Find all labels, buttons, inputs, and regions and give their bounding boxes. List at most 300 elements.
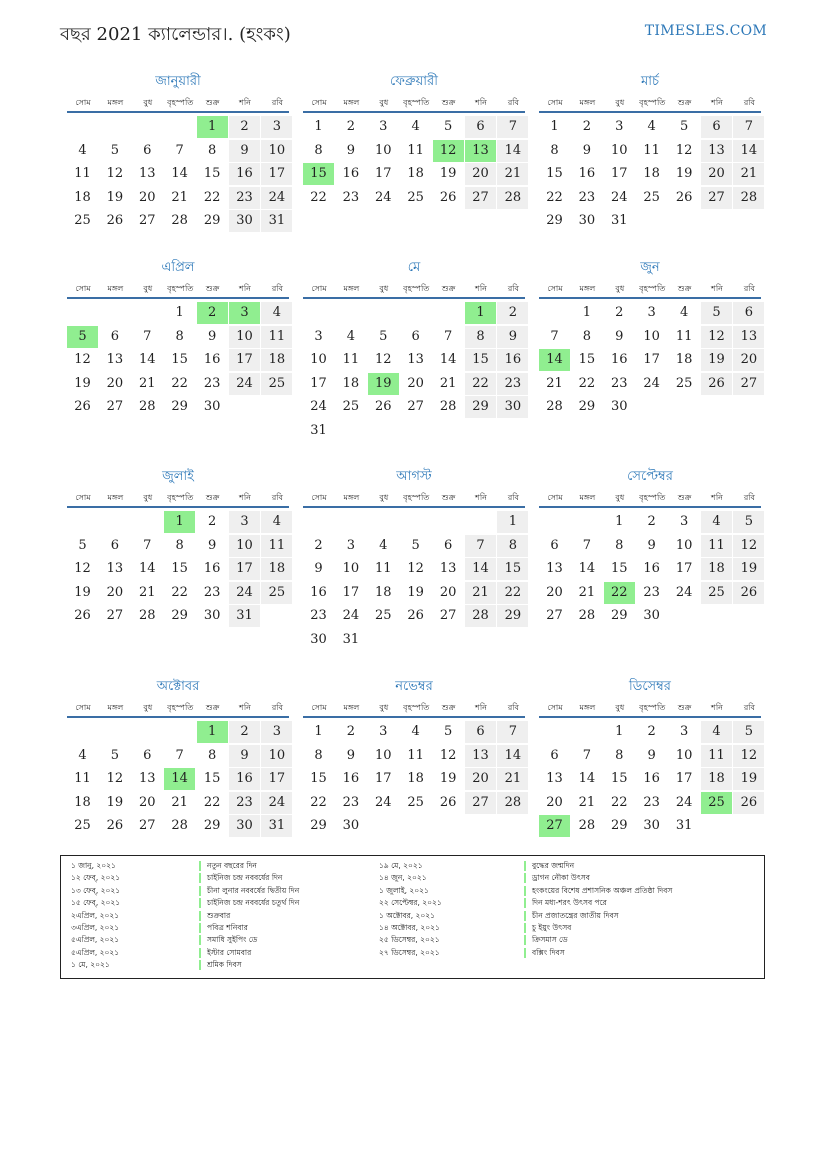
day-cell: 7 [582, 747, 592, 763]
day-cell: 11 [261, 326, 292, 348]
day-cell: 4 [411, 119, 420, 134]
weekday-header: শনি [239, 703, 251, 712]
day-cell: 13 [546, 771, 563, 786]
day-cell: 26 [74, 399, 91, 414]
day-cell: 16 [342, 166, 360, 181]
month-name: জুলাই [162, 469, 194, 484]
day-cell: 17 [643, 352, 660, 367]
brand-logo-text[interactable]: TIMESLES.COM [644, 23, 767, 39]
day-cell: 18 [643, 166, 660, 181]
day-cell: 30 [229, 210, 260, 232]
weekday-header: বুধ [379, 284, 389, 293]
weekday-header: বৃহস্পতি [167, 98, 194, 107]
day-cell: 16 [229, 163, 260, 185]
day-cell: 14 [139, 561, 156, 576]
weekday-header: শুক্র [205, 703, 220, 712]
legend-holiday-name: শ্রমিক দিবস [199, 960, 242, 970]
day-cell: 13 [106, 561, 124, 576]
day-cell: 1 [175, 305, 184, 320]
day-cell: 30 [578, 213, 596, 228]
day-cell: 31 [675, 818, 693, 833]
weekday-header: মঙ্গল [107, 703, 124, 712]
holiday-day-cell: 19 [368, 373, 399, 395]
day-cell: 21 [578, 584, 596, 600]
day-cell: 27 [465, 792, 496, 814]
day-cell: 13 [139, 771, 156, 786]
day-cell: 6 [110, 328, 120, 344]
weekday-header: রবি [271, 703, 283, 712]
weekday-header: বুধ [615, 703, 625, 712]
day-cell: 24 [342, 608, 360, 623]
day-cell: 13 [439, 561, 457, 576]
day-cell: 16 [643, 771, 660, 786]
day-cell: 3 [379, 724, 388, 739]
day-cell: 8 [175, 537, 184, 553]
month-name: নভেম্বর [395, 679, 433, 694]
day-cell: 23 [497, 373, 528, 395]
day-cell: 6 [550, 747, 559, 763]
legend-holiday-name: পবিত্র শনিবার [199, 923, 248, 933]
day-cell: 15 [465, 349, 496, 371]
day-cell: 21 [733, 163, 764, 185]
header-rule [67, 297, 289, 299]
day-cell: 1 [314, 724, 323, 739]
holiday-day-cell: 14 [164, 768, 195, 790]
weekday-header: সোম [311, 493, 327, 502]
header-rule [539, 506, 761, 508]
day-cell: 8 [582, 328, 592, 344]
day-cell: 17 [675, 771, 693, 786]
day-cell: 19 [74, 584, 91, 600]
day-cell: 10 [310, 352, 327, 367]
day-cell: 12 [74, 352, 91, 367]
day-cell: 4 [346, 328, 356, 344]
day-cell: 20 [701, 163, 732, 185]
day-cell: 21 [578, 794, 596, 810]
weekday-header: রবি [507, 493, 519, 502]
day-cell: 11 [375, 561, 392, 576]
day-cell: 15 [203, 771, 221, 786]
weekday-header: বৃহস্পতি [167, 493, 194, 502]
day-cell: 10 [261, 140, 292, 162]
day-cell: 12 [106, 771, 124, 786]
day-cell: 18 [261, 349, 292, 371]
day-cell: 23 [578, 189, 596, 205]
legend-date: ১২ ফেব্‌, ২০২১ [71, 873, 121, 883]
day-cell: 28 [497, 187, 528, 209]
day-cell: 21 [497, 768, 528, 790]
day-cell: 31 [229, 605, 260, 627]
day-cell: 27 [139, 818, 156, 833]
day-cell: 3 [679, 514, 689, 529]
day-cell: 9 [229, 140, 260, 162]
legend-holiday-name: বক্সিং দিবস [524, 948, 565, 958]
day-cell: 10 [342, 561, 360, 576]
day-cell: 13 [139, 166, 156, 181]
day-cell: 2 [346, 119, 356, 134]
day-cell: 9 [582, 142, 592, 158]
day-cell: 6 [143, 142, 152, 158]
weekday-header: বুধ [143, 703, 153, 712]
day-cell: 9 [207, 328, 217, 344]
header-rule [539, 297, 761, 299]
day-cell: 18 [701, 768, 732, 790]
day-cell: 19 [106, 189, 124, 205]
day-cell: 29 [611, 608, 628, 623]
day-cell: 13 [546, 561, 563, 576]
day-cell: 29 [546, 213, 563, 228]
legend-holiday-name: নতুন বছরের দিন [199, 861, 257, 871]
day-cell: 28 [171, 213, 188, 228]
day-cell: 5 [110, 142, 120, 158]
day-cell: 17 [375, 771, 392, 786]
day-cell: 25 [701, 582, 732, 604]
day-cell: 13 [465, 745, 496, 767]
day-cell: 27 [733, 373, 764, 395]
day-cell: 4 [701, 721, 732, 743]
day-cell: 25 [261, 373, 292, 395]
holiday-day-cell: 5 [67, 326, 98, 348]
weekday-header: বৃহস্পতি [639, 493, 666, 502]
day-cell: 18 [342, 375, 360, 391]
weekday-header: মঙ্গল [107, 284, 124, 293]
day-cell: 17 [261, 163, 292, 185]
day-cell: 5 [443, 724, 453, 739]
holiday-day-cell: 1 [465, 302, 496, 324]
month-name: জুন [640, 260, 660, 275]
day-cell: 8 [207, 142, 217, 158]
weekday-header: শনি [711, 284, 723, 293]
day-cell: 27 [465, 187, 496, 209]
month-name: মে [407, 260, 421, 275]
holiday-day-cell: 1 [197, 116, 228, 138]
day-cell: 3 [647, 305, 656, 320]
day-cell: 23 [229, 792, 260, 814]
weekday-header: সোম [547, 493, 563, 502]
day-cell: 31 [261, 815, 292, 837]
legend-date: ৫এপ্রিল, ২০২১ [71, 935, 120, 945]
day-cell: 9 [346, 142, 356, 158]
day-cell: 30 [643, 818, 660, 833]
day-cell: 3 [229, 511, 260, 533]
day-cell: 24 [643, 375, 660, 391]
weekday-header: বুধ [615, 493, 625, 502]
day-cell: 1 [615, 724, 624, 739]
legend-holiday-name: সমাধি সুইপিং ডে [199, 935, 257, 945]
page-title: বছর 2021 ক্যালেন্ডার।. (হংকং) [60, 24, 291, 45]
day-cell: 29 [203, 213, 221, 228]
day-cell: 22 [611, 794, 628, 810]
day-cell: 4 [379, 537, 388, 553]
day-cell: 26 [439, 794, 457, 810]
holiday-legend [60, 855, 765, 979]
day-cell: 25 [74, 213, 91, 228]
day-cell: 6 [443, 537, 453, 553]
day-cell: 10 [261, 745, 292, 767]
holiday-day-cell: 13 [465, 140, 496, 162]
day-cell: 13 [701, 140, 732, 162]
header-rule [67, 716, 289, 718]
day-cell: 8 [497, 535, 528, 557]
legend-date: ১৪ জুন, ২০২১ [379, 873, 427, 883]
day-cell: 10 [675, 747, 693, 763]
day-cell: 26 [733, 792, 764, 814]
day-cell: 22 [203, 794, 221, 810]
month-name: ডিসেম্বর [629, 679, 671, 694]
day-cell: 23 [611, 375, 628, 391]
day-cell: 26 [701, 373, 732, 395]
day-cell: 29 [611, 818, 628, 833]
day-cell: 10 [229, 535, 260, 557]
day-cell: 20 [439, 584, 457, 600]
weekday-header: শুক্র [677, 284, 692, 293]
day-cell: 5 [411, 537, 420, 553]
day-cell: 18 [261, 558, 292, 580]
day-cell: 3 [679, 724, 689, 739]
day-cell: 23 [310, 608, 327, 623]
day-cell: 4 [647, 119, 656, 134]
day-cell: 13 [733, 326, 764, 348]
day-cell: 10 [675, 537, 693, 553]
day-cell: 24 [310, 399, 327, 414]
day-cell: 6 [143, 747, 152, 763]
day-cell: 28 [171, 818, 188, 833]
day-cell: 26 [675, 189, 693, 205]
day-cell: 6 [550, 537, 559, 553]
day-cell: 9 [647, 747, 656, 763]
day-cell: 19 [439, 771, 457, 786]
day-cell: 9 [647, 537, 656, 553]
day-cell: 12 [407, 561, 424, 576]
weekday-header: রবি [743, 703, 755, 712]
day-cell: 31 [310, 422, 327, 438]
day-cell: 3 [379, 119, 388, 134]
day-cell: 18 [407, 166, 424, 181]
day-cell: 15 [310, 771, 327, 786]
day-cell: 11 [74, 771, 91, 786]
day-cell: 28 [497, 792, 528, 814]
legend-date: ২এপ্রিল, ২০২১ [71, 910, 120, 920]
day-cell: 24 [261, 187, 292, 209]
day-cell: 19 [733, 558, 764, 580]
day-cell: 8 [550, 142, 559, 158]
day-cell: 23 [203, 375, 221, 391]
day-cell: 25 [407, 189, 424, 205]
day-cell: 24 [261, 792, 292, 814]
header-rule [303, 506, 525, 508]
day-cell: 28 [439, 399, 457, 414]
day-cell: 3 [615, 119, 624, 134]
weekday-header: বুধ [143, 284, 153, 293]
weekday-header: শুক্র [441, 284, 456, 293]
day-cell: 4 [78, 142, 87, 158]
day-cell: 26 [74, 608, 91, 623]
day-cell: 3 [261, 721, 292, 743]
legend-date: ১৪ অক্টোবর, ২০২১ [379, 923, 440, 932]
day-cell: 14 [465, 558, 496, 580]
holiday-day-cell: 2 [197, 302, 228, 324]
weekday-header: সোম [75, 493, 91, 502]
day-cell: 8 [465, 326, 496, 348]
day-cell: 19 [439, 166, 457, 181]
day-cell: 12 [106, 166, 124, 181]
header-rule [303, 716, 525, 718]
day-cell: 20 [465, 163, 496, 185]
day-cell: 14 [139, 352, 156, 367]
day-cell: 5 [679, 119, 689, 134]
month-name: এপ্রিল [161, 260, 195, 275]
holiday-day-cell: 15 [303, 163, 334, 185]
day-cell: 9 [314, 561, 323, 576]
day-cell: 12 [439, 747, 457, 763]
weekday-header: রবি [271, 284, 283, 293]
day-cell: 27 [106, 608, 124, 623]
day-cell: 16 [203, 352, 221, 367]
weekday-header: শুক্র [205, 284, 220, 293]
day-cell: 25 [74, 818, 91, 833]
weekday-header: শনি [239, 98, 251, 107]
day-cell: 5 [701, 302, 732, 324]
weekday-header: মঙ্গল [343, 284, 360, 293]
day-cell: 14 [578, 771, 596, 786]
legend-date: ১ মে, ২০২১ [71, 960, 110, 970]
day-cell: 7 [465, 535, 496, 557]
day-cell: 2 [346, 724, 356, 739]
day-cell: 26 [375, 399, 392, 414]
day-cell: 8 [314, 747, 323, 763]
day-cell: 8 [314, 142, 323, 158]
legend-date: ৫এপ্রিল, ২০২১ [71, 947, 120, 957]
day-cell: 25 [407, 794, 424, 810]
weekday-header: শুক্র [205, 493, 220, 502]
day-cell: 11 [701, 535, 732, 557]
legend-holiday-name: দিন মধ্য-শরৎ উৎসব পরে [524, 898, 607, 908]
day-cell: 10 [375, 142, 392, 158]
holiday-day-cell: 1 [197, 721, 228, 743]
day-cell: 1 [497, 511, 528, 533]
day-cell: 10 [611, 142, 628, 158]
day-cell: 19 [675, 166, 693, 181]
day-cell: 17 [229, 558, 260, 580]
day-cell: 22 [310, 794, 327, 810]
day-cell: 27 [439, 608, 457, 623]
legend-date: ১৫ ফেব্‌, ২০২১ [71, 898, 121, 908]
legend-holiday-name: চাইনিজ চন্দ্র নববর্ষের দিন [199, 873, 282, 883]
weekday-header: বৃহস্পতি [639, 284, 666, 293]
legend-holiday-name: শুক্রবার [199, 911, 230, 921]
day-cell: 14 [171, 166, 188, 181]
day-cell: 30 [643, 608, 660, 623]
day-cell: 11 [407, 747, 424, 763]
day-cell: 27 [546, 608, 563, 623]
day-cell: 7 [143, 328, 152, 344]
legend-date: ১ জানু, ২০২১ [71, 861, 116, 870]
legend-holiday-name: চীনা লুনার নববর্ষের দ্বিতীয় দিন [199, 886, 299, 896]
day-cell: 3 [314, 328, 323, 344]
month-name: জানুয়ারী [155, 74, 201, 89]
day-cell: 22 [203, 189, 221, 205]
weekday-header: বৃহস্পতি [167, 284, 194, 293]
day-cell: 21 [546, 375, 563, 391]
day-cell: 24 [229, 373, 260, 395]
day-cell: 1 [615, 514, 624, 529]
day-cell: 21 [465, 582, 496, 604]
holiday-day-cell: 27 [539, 815, 570, 837]
header-rule [303, 297, 525, 299]
day-cell: 15 [578, 352, 596, 367]
day-cell: 30 [203, 399, 221, 414]
day-cell: 5 [443, 119, 453, 134]
header-rule [67, 111, 289, 113]
day-cell: 18 [74, 189, 91, 205]
day-cell: 11 [407, 142, 424, 158]
day-cell: 20 [465, 768, 496, 790]
day-cell: 7 [443, 328, 453, 344]
day-cell: 16 [643, 561, 660, 576]
weekday-header: শনি [711, 98, 723, 107]
day-cell: 20 [407, 375, 424, 391]
weekday-header: শুক্র [205, 98, 220, 107]
day-cell: 30 [611, 399, 628, 414]
day-cell: 9 [207, 537, 217, 553]
day-cell: 25 [342, 399, 360, 414]
weekday-header: বুধ [379, 98, 389, 107]
legend-date: ১ অক্টোবর, ২০২১ [379, 910, 436, 920]
day-cell: 2 [229, 116, 260, 138]
day-cell: 8 [207, 747, 217, 763]
legend-date: ২৫ ডিসেম্বর, ২০২১ [379, 935, 440, 945]
day-cell: 22 [497, 582, 528, 604]
weekday-header: সোম [311, 703, 327, 712]
day-cell: 21 [171, 189, 188, 205]
day-cell: 7 [497, 721, 528, 743]
day-cell: 30 [342, 818, 360, 833]
weekday-header: বুধ [143, 98, 153, 107]
day-cell: 11 [261, 535, 292, 557]
day-cell: 7 [550, 328, 559, 344]
day-cell: 12 [701, 326, 732, 348]
day-cell: 15 [611, 561, 628, 576]
day-cell: 11 [701, 745, 732, 767]
day-cell: 4 [78, 747, 87, 763]
header-rule [539, 111, 761, 113]
weekday-header: শনি [475, 284, 487, 293]
day-cell: 27 [701, 187, 732, 209]
day-cell: 4 [261, 511, 292, 533]
weekday-header: বুধ [143, 493, 153, 502]
day-cell: 21 [171, 794, 188, 810]
day-cell: 21 [439, 375, 457, 391]
weekday-header: শুক্র [441, 703, 456, 712]
day-cell: 30 [310, 631, 327, 647]
weekday-header: রবি [271, 98, 283, 107]
day-cell: 15 [171, 561, 188, 576]
day-cell: 6 [110, 537, 120, 553]
day-cell: 20 [546, 584, 563, 600]
day-cell: 14 [733, 140, 764, 162]
day-cell: 9 [615, 328, 624, 344]
day-cell: 26 [733, 582, 764, 604]
month-name: মার্চ [640, 74, 659, 89]
weekday-header: সোম [547, 703, 563, 712]
day-cell: 2 [615, 305, 624, 320]
day-cell: 22 [171, 375, 188, 391]
day-cell: 24 [229, 582, 260, 604]
day-cell: 28 [733, 187, 764, 209]
weekday-header: সোম [75, 98, 91, 107]
legend-holiday-name: হংকংয়ের বিশেষ প্রশাসনিক অঞ্চল প্রতিষ্ঠা দিবস [524, 886, 672, 896]
day-cell: 19 [701, 349, 732, 371]
